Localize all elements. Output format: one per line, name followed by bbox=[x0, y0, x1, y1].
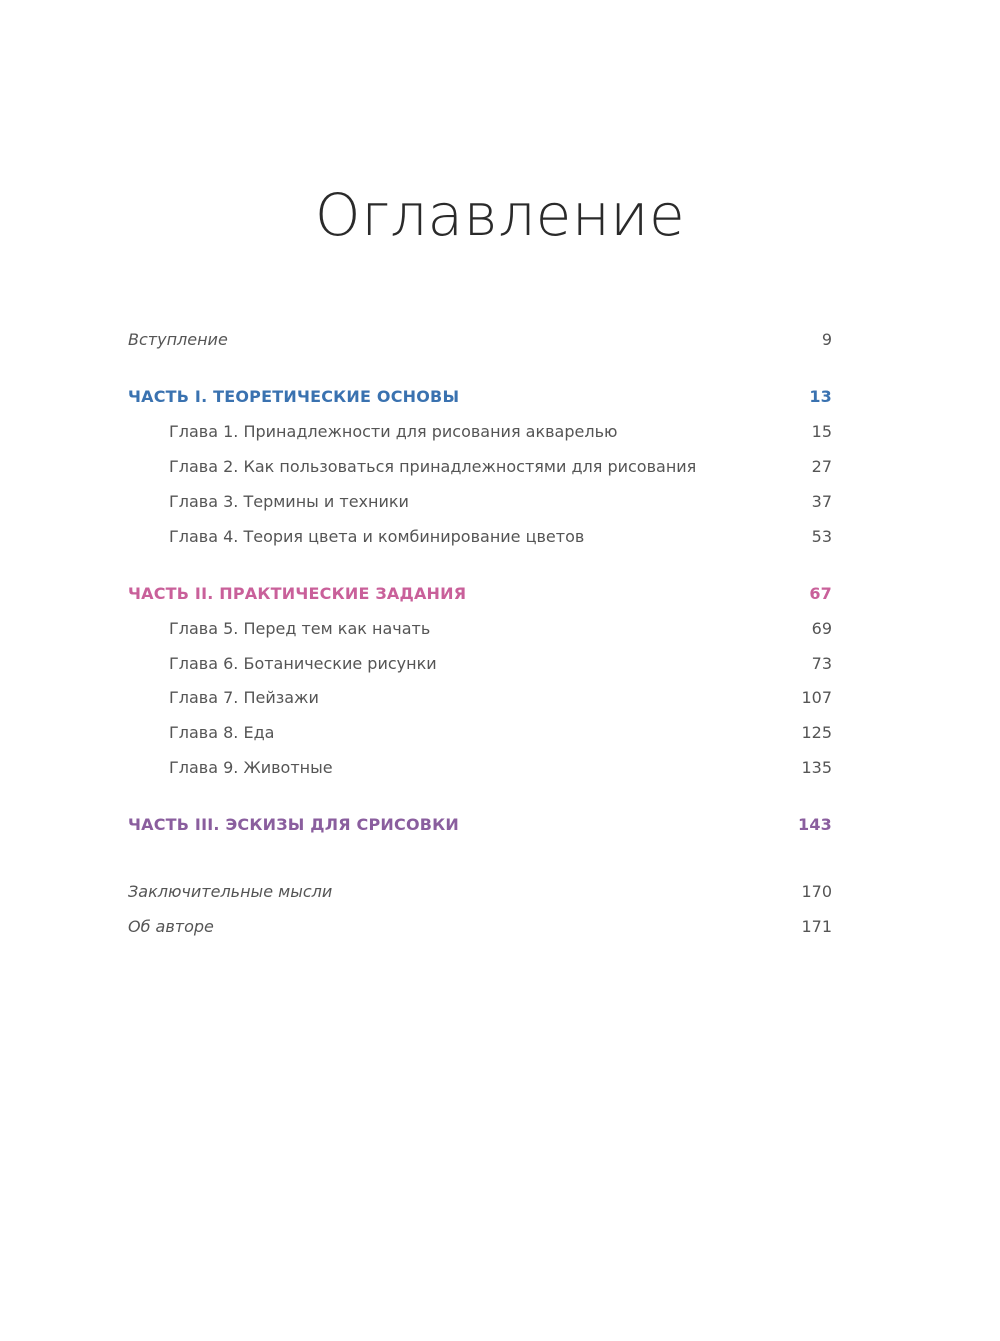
toc-chapter-7[interactable] bbox=[128, 686, 832, 710]
toc-chapter-label: Глава 3. Термины и техники bbox=[169, 492, 409, 511]
toc-part-label: ЧАСТЬ I. ТЕОРЕТИЧЕСКИЕ ОСНОВЫ bbox=[128, 387, 460, 406]
toc-entry-label: Заключительные мысли bbox=[128, 882, 333, 901]
toc-chapter-page: 69 bbox=[811, 619, 832, 638]
toc-part-page: 13 bbox=[809, 387, 832, 406]
toc-chapter-page: 15 bbox=[811, 422, 832, 441]
page-title: Оглавление bbox=[314, 181, 686, 249]
toc-part-label: ЧАСТЬ II. ПРАКТИЧЕСКИЕ ЗАДАНИЯ bbox=[128, 584, 467, 603]
toc-part-page: 67 bbox=[809, 584, 832, 603]
toc-chapter-page: 37 bbox=[811, 492, 832, 511]
toc-chapter-page: 27 bbox=[811, 457, 832, 476]
toc-chapter-2[interactable] bbox=[128, 455, 832, 479]
toc-chapter-label: Глава 7. Пейзажи bbox=[169, 688, 319, 707]
toc-chapter-label: Глава 5. Перед тем как начать bbox=[169, 619, 431, 638]
toc-chapter-6[interactable] bbox=[128, 652, 832, 676]
toc-entry-page: 171 bbox=[801, 917, 832, 936]
toc-chapter-label: Глава 4. Теория цвета и комбинирование цветов bbox=[169, 527, 585, 546]
toc-part-page: 143 bbox=[798, 815, 832, 834]
toc-part-2[interactable] bbox=[128, 582, 832, 606]
toc-chapter-9[interactable] bbox=[128, 756, 832, 780]
toc-entry-page: 170 bbox=[801, 882, 832, 901]
toc-chapter-page: 73 bbox=[811, 654, 832, 673]
toc-chapter-8[interactable] bbox=[128, 721, 832, 745]
toc-chapter-label: Глава 8. Еда bbox=[169, 723, 275, 742]
toc-entry-label: Об авторе bbox=[128, 917, 214, 936]
toc-part-3[interactable] bbox=[128, 813, 832, 837]
toc-entry-about-author[interactable] bbox=[128, 915, 832, 939]
toc-chapter-4[interactable] bbox=[128, 525, 832, 549]
toc-part-1[interactable] bbox=[128, 385, 832, 409]
toc-chapter-label: Глава 2. Как пользоваться принадлежностями для рисования bbox=[169, 457, 697, 476]
toc-entry-intro[interactable] bbox=[128, 328, 832, 352]
toc-part-label: ЧАСТЬ III. ЭСКИЗЫ ДЛЯ СРИСОВКИ bbox=[128, 815, 460, 834]
toc-chapter-label: Глава 9. Животные bbox=[169, 758, 333, 777]
toc-chapter-label: Глава 6. Ботанические рисунки bbox=[169, 654, 437, 673]
toc-entry-page: 9 bbox=[821, 330, 832, 349]
toc-chapter-1[interactable] bbox=[128, 420, 832, 444]
toc-chapter-3[interactable] bbox=[128, 490, 832, 514]
toc-chapter-5[interactable] bbox=[128, 617, 832, 641]
toc-chapter-label: Глава 1. Принадлежности для рисования акварелью bbox=[169, 422, 618, 441]
toc-entry-closing-thoughts[interactable] bbox=[128, 880, 832, 904]
toc-entry-label: Вступление bbox=[128, 330, 228, 349]
toc-chapter-page: 135 bbox=[801, 758, 832, 777]
toc-chapter-page: 125 bbox=[801, 723, 832, 742]
toc-chapter-page: 53 bbox=[811, 527, 832, 546]
toc-chapter-page: 107 bbox=[801, 688, 832, 707]
